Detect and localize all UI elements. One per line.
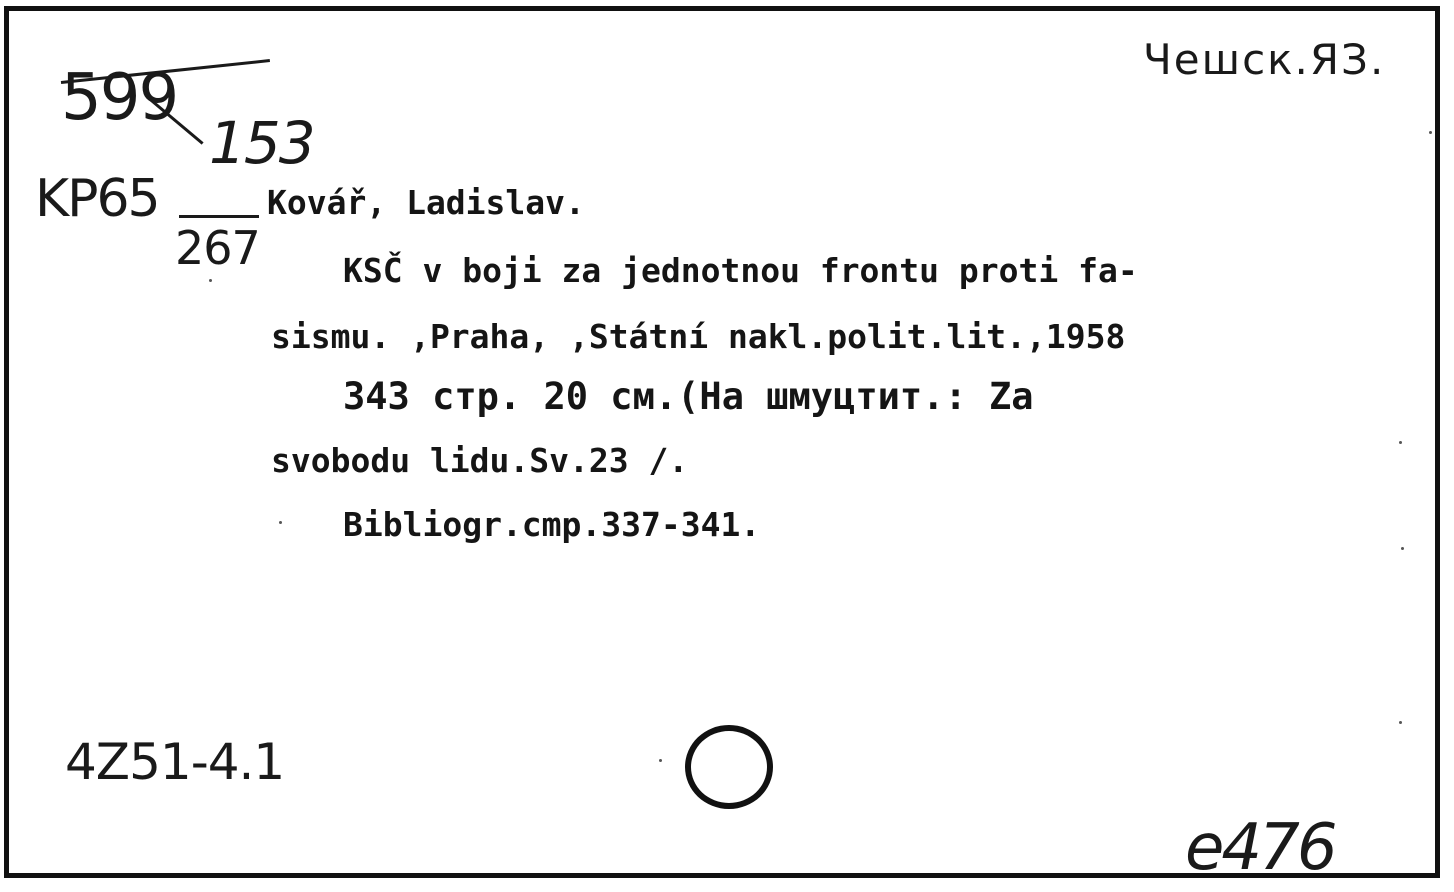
title-line-1: KSČ v boji za jednotnou frontu proti fa- (343, 251, 1138, 290)
scan-speck (659, 759, 662, 762)
scan-speck (1399, 441, 1402, 444)
call-number-bottom: 267 (175, 221, 260, 275)
bibliography-note: Bibliogr.cmp.337-341. (343, 505, 761, 544)
scan-speck (1401, 547, 1404, 550)
scan-speck (209, 279, 212, 282)
language-note: Чешск.ЯЗ. (1143, 35, 1386, 84)
classification-code: 4Z51-4.1 (65, 733, 285, 791)
scan-speck (1429, 131, 1432, 134)
shelf-fraction-top: 153 (209, 109, 314, 177)
title-line-2: sismu. ,Praha, ,Státní nakl.polit.lit.,1958 (271, 317, 1126, 356)
author-heading: Kovář, Ladislav. (267, 183, 585, 222)
call-number-prefix: KP65 (35, 169, 159, 229)
punch-hole (685, 725, 773, 809)
series-line: svobodu lidu.Sv.23 /. (271, 441, 689, 480)
scan-speck (279, 521, 282, 524)
scan-speck (1399, 721, 1402, 724)
catalog-card (4, 6, 1440, 885)
inventory-code: e476 (1185, 811, 1335, 885)
call-number-divider (179, 215, 259, 218)
old-shelf-number: 599 (61, 61, 178, 135)
pagination-line: 343 стр. 20 см.(На шмуцтит.: Za (343, 375, 1034, 418)
